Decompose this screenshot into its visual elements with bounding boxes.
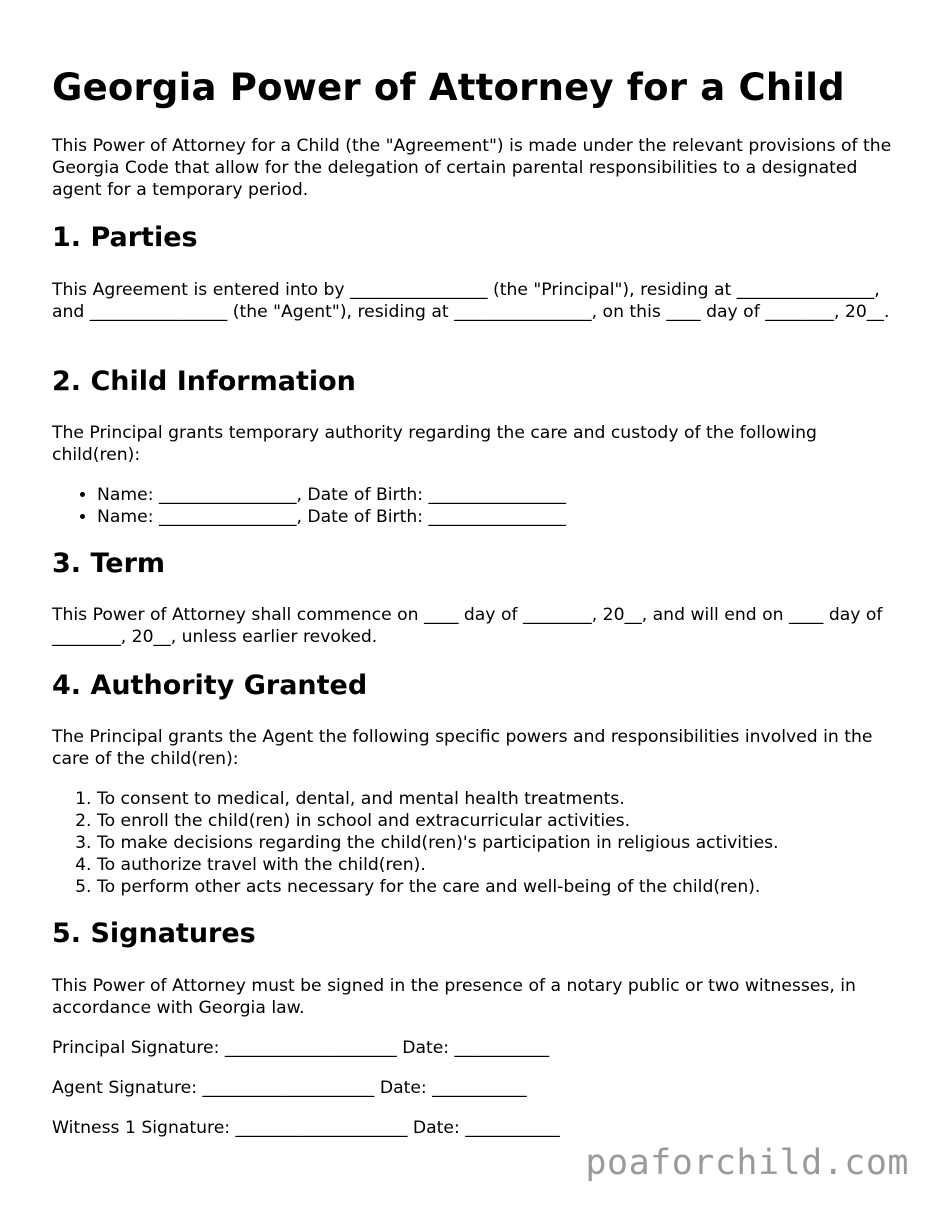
section-heading-parties: 1. Parties (52, 222, 198, 253)
principal-signature-line: Principal Signature: ____________________ Date: ___________ (52, 1038, 550, 1058)
parties-paragraph: This Agreement is entered into by ________________ (the "Principal"), residing at ________________, and ________________ (the "Agent"), residing at ________________, on this ____ day of ________, 20__. (52, 280, 890, 322)
list-item: 4. To authorize travel with the child(ren). (97, 854, 897, 876)
signatures-paragraph: This Power of Attorney must be signed in the presence of a notary public or two witnesses, in accordance with Georgia law. (52, 976, 856, 1018)
watermark: poaforchild.com (585, 1143, 909, 1183)
witness-1-signature-line: Witness 1 Signature: ____________________ Date: ___________ (52, 1118, 560, 1138)
agent-signature-line: Agent Signature: ____________________ Date: ___________ (52, 1078, 527, 1098)
list-item: • Name: ________________, Date of Birth: ________________ (97, 484, 897, 506)
intro-paragraph: This Power of Attorney for a Child (the "Agreement") is made under the relevant provisions of the Georgia Code that allow for the delegation of certain parental responsibilities to a designated agent for a temporary period. (52, 136, 892, 200)
list-item: • Name: ________________, Date of Birth: ________________ (97, 506, 897, 528)
child-information-paragraph: The Principal grants temporary authority regarding the care and custody of the following child(ren): (52, 423, 817, 465)
list-item: 3. To make decisions regarding the child(ren)'s participation in religious activities. (97, 832, 897, 854)
list-item: 1. To consent to medical, dental, and mental health treatments. (97, 788, 897, 810)
section-heading-signatures: 5. Signatures (52, 918, 256, 949)
section-heading-term: 3. Term (52, 548, 166, 579)
child-list (52, 484, 897, 528)
term-paragraph: This Power of Attorney shall commence on ____ day of ________, 20__, and will end on ____ day of ________, 20__, unless earlier revoked. (52, 605, 883, 647)
section-heading-child-information: 2. Child Information (52, 366, 356, 397)
authority-list (52, 788, 897, 898)
authority-paragraph: The Principal grants the Agent the following specific powers and responsibilities involved in the care of the child(ren): (52, 727, 873, 769)
section-heading-authority-granted: 4. Authority Granted (52, 670, 368, 701)
list-item: 2. To enroll the child(ren) in school and extracurricular activities. (97, 810, 897, 832)
document-title: Georgia Power of Attorney for a Child (52, 66, 845, 109)
list-item: 5. To perform other acts necessary for the care and well-being of the child(ren). (97, 876, 897, 898)
